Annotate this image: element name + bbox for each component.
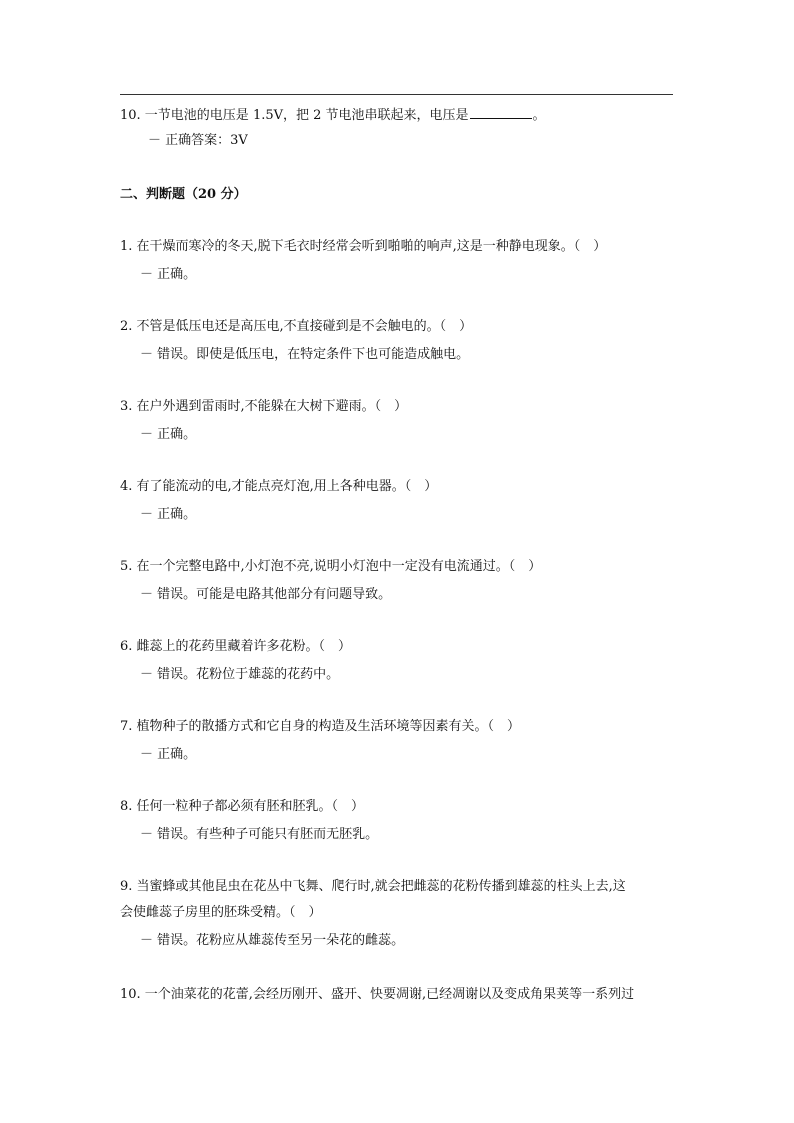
item-4-question: 4. 有了能流动的电,才能点亮灯泡,用上各种电器。（ ） [120, 479, 438, 494]
item-7-answer: － 正确。 [140, 747, 197, 762]
item-6-answer: － 错误。花粉位于雄蕊的花药中。 [140, 667, 340, 682]
item-1-answer: － 正确。 [140, 267, 197, 282]
item-3-answer: － 正确。 [140, 427, 197, 442]
item-8-question: 8. 任何一粒种子都必须有胚和胚乳。（ ） [120, 799, 365, 814]
item-2-question: 2. 不管是低压电还是高压电,不直接碰到是不会触电的。（ ） [120, 319, 473, 334]
answer-blank [470, 106, 532, 119]
item-8-answer: － 错误。有些种子可能只有胚而无胚乳。 [140, 827, 379, 842]
item-9-answer: － 错误。花粉应从雄蕊传至另一朵花的雌蕊。 [140, 933, 405, 948]
item-2-answer: － 错误。即使是低压电，在特定条件下也可能造成触电。 [140, 347, 470, 362]
item-7-question: 7. 植物种子的散播方式和它自身的构造及生活环境等因素有关。（ ） [120, 719, 521, 734]
item-4-answer: － 正确。 [140, 507, 197, 522]
item-5-question: 5. 在一个完整电路中,小灯泡不亮,说明小灯泡中一定没有电流通过。（ ） [120, 559, 542, 574]
question-10-fill-blank [120, 106, 546, 125]
section-heading: 二、判断题（20 分） [120, 187, 247, 202]
top-rule [120, 94, 673, 95]
item-9-question-line-1: 9. 当蜜蜂或其他昆虫在花丛中飞舞、爬行时,就会把雌蕊的花粉传播到雄蕊的柱头上去,这 [120, 879, 626, 894]
item-10-question-line-1: 10. 一个油菜花的花蕾,会经历刚开、盛开、快要凋谢,已经凋谢以及变成角果荚等一系列过 [120, 987, 635, 1002]
question-10-answer: － 正确答案：3V [148, 133, 248, 148]
item-5-answer: － 错误。可能是电路其他部分有问题导致。 [140, 587, 392, 602]
question-10-text: 10. 一节电池的电压是 1.5V，把 2 节电池串联起来，电压是 [120, 108, 469, 123]
item-1-question: 1. 在干燥而寒冷的冬天,脱下毛衣时经常会听到啪啪的响声,这是一种静电现象。（ ） [120, 239, 607, 254]
item-6-question: 6. 雌蕊上的花药里藏着许多花粉。（ ） [120, 639, 352, 654]
item-9-question-line-2: 会使雌蕊子房里的胚珠受精。（ ） [120, 905, 322, 920]
item-3-question: 3. 在户外遇到雷雨时,不能躲在大树下避雨。（ ） [120, 399, 408, 414]
question-10-end: 。 [532, 108, 546, 123]
